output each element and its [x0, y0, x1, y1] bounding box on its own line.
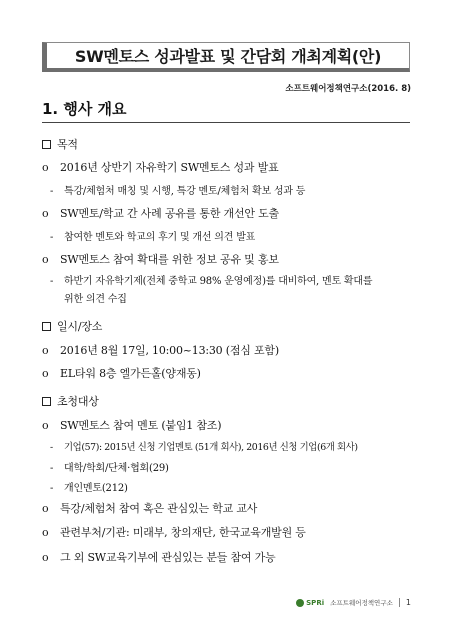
footer-org-name: 소프트웨어정책연구소	[330, 599, 393, 607]
list-item-text: 하반기 자유학기제(전체 중학교 98% 운영예정)를 대비하여, 멘토 확대를	[64, 276, 373, 287]
spri-logo-icon	[296, 599, 304, 607]
list-item-text: 관련부처/기관: 미래부, 창의재단, 한국교육개발원 등	[60, 526, 306, 539]
list-item-text: 특강/체험처 매칭 및 시행, 특강 멘토/체험처 확보 성과 등	[64, 186, 306, 197]
dash-marker: -	[50, 463, 54, 474]
square-bullet-icon	[42, 397, 51, 406]
dash-marker: -	[50, 276, 54, 287]
dash-marker: -	[50, 483, 54, 494]
list-item	[50, 228, 255, 243]
list-item-text: 2016년 상반기 자유학기 SW멘토스 성과 발표	[60, 161, 279, 174]
list-item-text: SW멘토스 참여 멘토 (붙임1 참조)	[60, 419, 222, 432]
footer-divider	[399, 598, 400, 607]
section-heading-rule	[42, 122, 410, 123]
bullet-marker: o	[42, 161, 49, 174]
bullet-marker: o	[42, 344, 49, 357]
list-item	[50, 272, 372, 287]
list-item-text: 2016년 8월 17일, 10:00~13:30 (점심 포함)	[60, 344, 279, 357]
list-item-text: SW멘토스 참여 확대를 위한 정보 공유 및 홍보	[60, 253, 279, 266]
dash-marker: -	[50, 442, 53, 453]
list-item-text: 기업(57): 2015년 신청 기업멘토 (51개 회사), 2016년 신청 기업(6개 회사)	[64, 442, 358, 453]
list-item-text: EL타워 8층 엘가든홀(양재동)	[60, 367, 201, 380]
list-item	[42, 417, 221, 433]
list-item-continuation: 위한 의견 수집	[64, 294, 127, 305]
bullet-marker: o	[42, 207, 49, 220]
subsection-invitees	[42, 393, 99, 409]
list-item	[42, 342, 279, 358]
document-org-date: 소프트웨어정책연구소(2016. 8)	[285, 84, 411, 94]
list-item	[42, 500, 257, 516]
list-item	[42, 159, 279, 175]
page-number: 1	[405, 598, 411, 607]
bullet-marker: o	[42, 253, 49, 266]
page-footer	[296, 598, 411, 607]
square-bullet-icon	[42, 322, 51, 331]
dash-marker: -	[50, 232, 54, 243]
subsection-purpose	[42, 136, 78, 152]
list-item	[42, 365, 201, 381]
spri-logo	[296, 599, 324, 607]
list-item-text: 그 외 SW교육기부에 관심있는 분들 참여 가능	[60, 551, 276, 564]
square-bullet-icon	[42, 140, 51, 149]
subsection-label: 일시/장소	[57, 320, 103, 333]
list-item	[50, 479, 128, 494]
section-heading: 1. 행사 개요	[42, 100, 127, 118]
bullet-marker: o	[42, 551, 49, 564]
list-item	[42, 205, 279, 221]
spri-logo-text: SPRi	[306, 598, 325, 607]
list-item	[42, 524, 306, 540]
list-item-text: 특강/체험처 참여 혹은 관심있는 학교 교사	[60, 502, 258, 515]
subsection-datetime	[42, 318, 102, 334]
subsection-label: 초청대상	[57, 395, 99, 408]
list-item	[42, 549, 275, 565]
bullet-marker: o	[42, 502, 49, 515]
list-item-text: SW멘토/학교 간 사례 공유를 통한 개선안 도출	[60, 207, 279, 220]
bullet-marker: o	[42, 526, 49, 539]
list-item-text: 개인멘토(212)	[64, 483, 128, 494]
list-item-text: 참여한 멘토와 학교의 후기 및 개선 의견 발표	[64, 232, 256, 243]
subsection-label: 목적	[57, 138, 78, 151]
list-item	[42, 251, 279, 267]
bullet-marker: o	[42, 419, 49, 432]
document-title-box	[42, 42, 410, 72]
bullet-marker: o	[42, 367, 49, 380]
list-item	[50, 182, 305, 197]
list-item	[50, 439, 358, 453]
list-item	[50, 459, 169, 474]
document-title: SW멘토스 성과발표 및 간담회 개최계획(안)	[74, 47, 382, 66]
list-item-text: 대학/학회/단체·협회(29)	[64, 463, 169, 474]
dash-marker: -	[50, 186, 54, 197]
